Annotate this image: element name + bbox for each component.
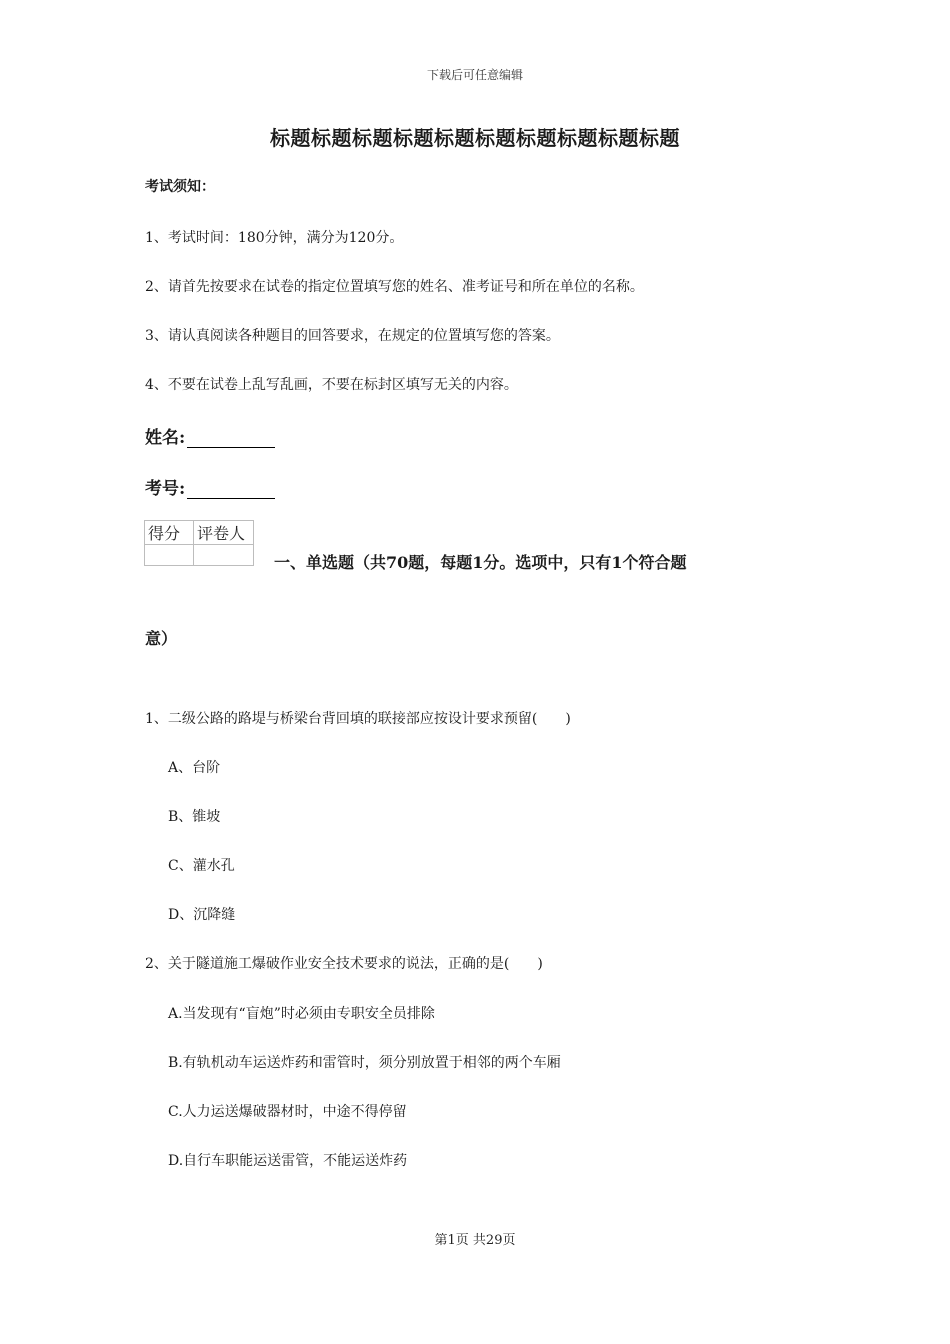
- question-option: B.有轨机动车运送炸药和雷管时，须分别放置于相邻的两个车厢: [168, 1055, 561, 1071]
- question-option: D.自行车职能运送雷管，不能运送炸药: [168, 1153, 408, 1169]
- question-stem: 2、关于隧道施工爆破作业安全技术要求的说法，正确的是( ): [145, 956, 543, 972]
- notice-item: 4、不要在试卷上乱写乱画，不要在标封区填写无关的内容。: [145, 377, 518, 393]
- document-title: 标题标题标题标题标题标题标题标题标题标题: [270, 126, 680, 150]
- question-option: C、灌水孔: [168, 858, 235, 874]
- section-title: 一、单选题（共70题，每题1分。选项中，只有1个符合题: [274, 553, 687, 572]
- grader-cell[interactable]: [194, 545, 254, 566]
- name-blank-line[interactable]: [187, 429, 275, 448]
- id-label: 考号:: [145, 479, 186, 499]
- question-option: D、沉降缝: [168, 907, 236, 923]
- name-field: [145, 423, 275, 448]
- notice-item: 1、考试时间：180分钟，满分为120分。: [145, 230, 404, 246]
- notice-heading: 考试须知：: [145, 179, 215, 195]
- name-label: 姓名:: [145, 428, 186, 448]
- question-stem: 1、二级公路的路堤与桥梁台背回填的联接部应按设计要求预留( ): [145, 711, 571, 727]
- id-blank-line[interactable]: [187, 480, 275, 499]
- notice-item: 2、请首先按要求在试卷的指定位置填写您的姓名、准考证号和所在单位的名称。: [145, 279, 644, 295]
- page-header: 下载后可任意编辑: [426, 68, 523, 82]
- section-title-continued: 意）: [145, 629, 178, 648]
- score-table: [144, 520, 254, 566]
- score-cell[interactable]: [145, 545, 194, 566]
- question-option: C.人力运送爆破器材时，中途不得停留: [168, 1104, 407, 1120]
- grader-header: 评卷人: [194, 521, 254, 545]
- id-field: [145, 474, 275, 499]
- notice-item: 3、请认真阅读各种题目的回答要求，在规定的位置填写您的答案。: [145, 328, 560, 344]
- score-header: 得分: [145, 521, 194, 545]
- page-footer: 第1页 共29页: [434, 1233, 516, 1248]
- question-option: A、台阶: [168, 760, 221, 776]
- question-option: B、锥坡: [168, 809, 221, 825]
- question-option: A.当发现有“盲炮”时必须由专职安全员排除: [168, 1006, 435, 1022]
